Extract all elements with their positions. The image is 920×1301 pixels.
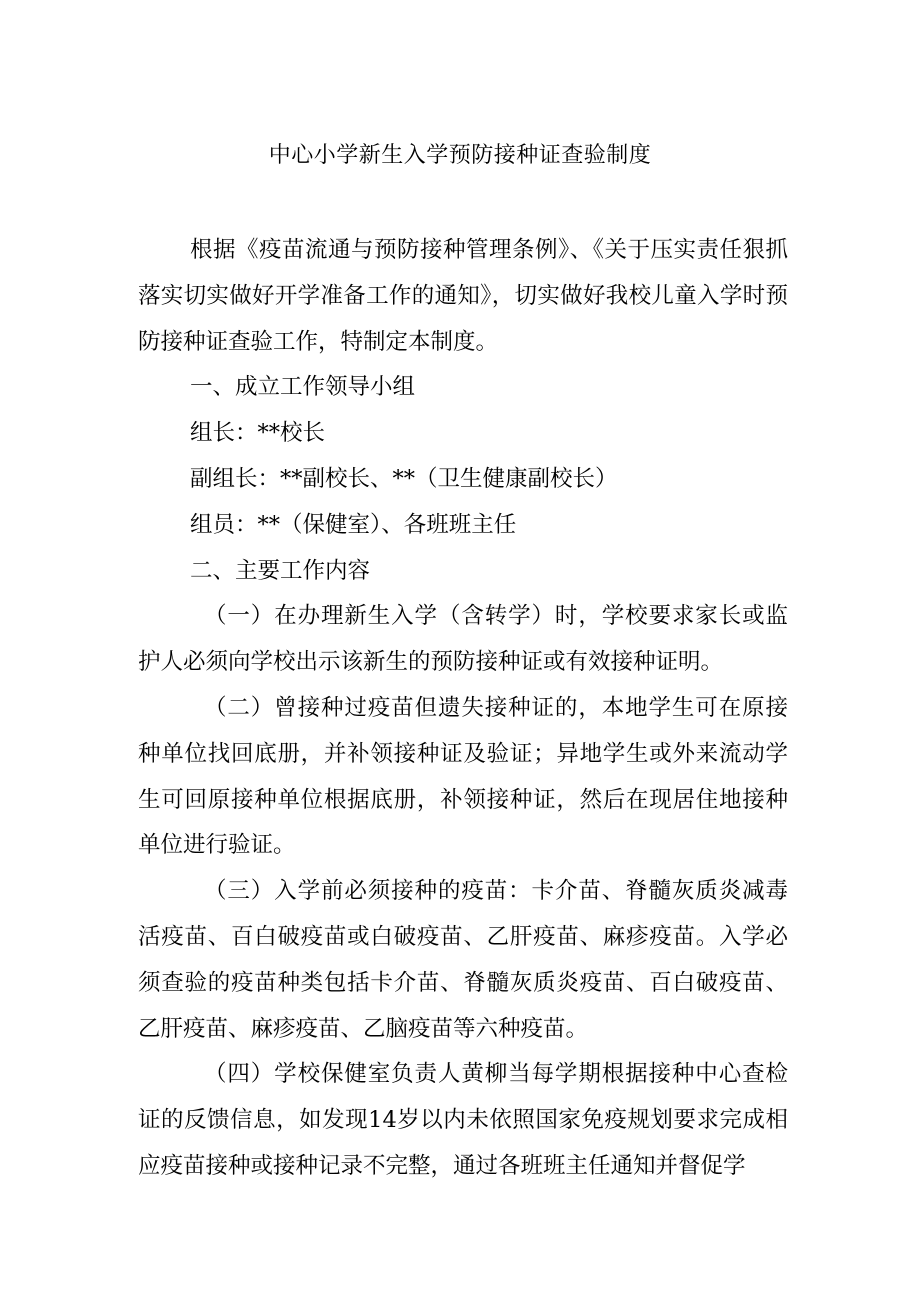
work-item-1: （一）在办理新生入学（含转学）时，学校要求家长或监护人必须向学校出示该新生的预防接种证或有效接种证明。 — [138, 603, 788, 676]
document-title: 中心小学新生入学预防接种证查验制度 — [268, 143, 652, 168]
group-leader-line: 组长：**校长 — [190, 420, 326, 447]
section-heading-main-work: 二、主要工作内容 — [190, 557, 371, 584]
section-heading-leadership-group: 一、成立工作领导小组 — [190, 374, 416, 401]
work-item-4: （四）学校保健室负责人黄柳当每学期根据接种中心查检证的反馈信息，如发现14岁以内未依照国家免疫规划要求完成相应疫苗接种或接种记录不完整，通过各班班主任通知并督促学 — [138, 1061, 788, 1179]
group-members-line: 组员：**（保健室）、各班班主任 — [190, 511, 517, 538]
deputy-leader-line: 副组长：**副校长、**（卫生健康副校长） — [190, 465, 618, 492]
work-item-2: （二）曾接种过疫苗但遗失接种证的，本地学生可在原接种单位找回底册，并补领接种证及验证；异地学生或外来流动学生可回原接种单位根据底册，补领接种证，然后在现居住地接种单位进行验证。 — [138, 694, 788, 859]
work-item-3: （三）入学前必须接种的疫苗：卡介苗、脊髓灰质炎减毒活疫苗、百白破疫苗或白破疫苗、乙肝疫苗、麻疹疫苗。入学必须查验的疫苗种类包括卡介苗、脊髓灰质炎疫苗、百白破疫苗、乙肝疫苗、麻疹疫苗、乙脑疫苗等六种疫苗。 — [138, 878, 788, 1042]
document-body — [138, 228, 788, 1190]
intro-paragraph: 根据《疫苗流通与预防接种管理条例》、《关于压实责任狠抓落实切实做好开学准备工作的通知》，切实做好我校儿童入学时预防接种证查验工作，特制定本制度。 — [138, 237, 788, 355]
